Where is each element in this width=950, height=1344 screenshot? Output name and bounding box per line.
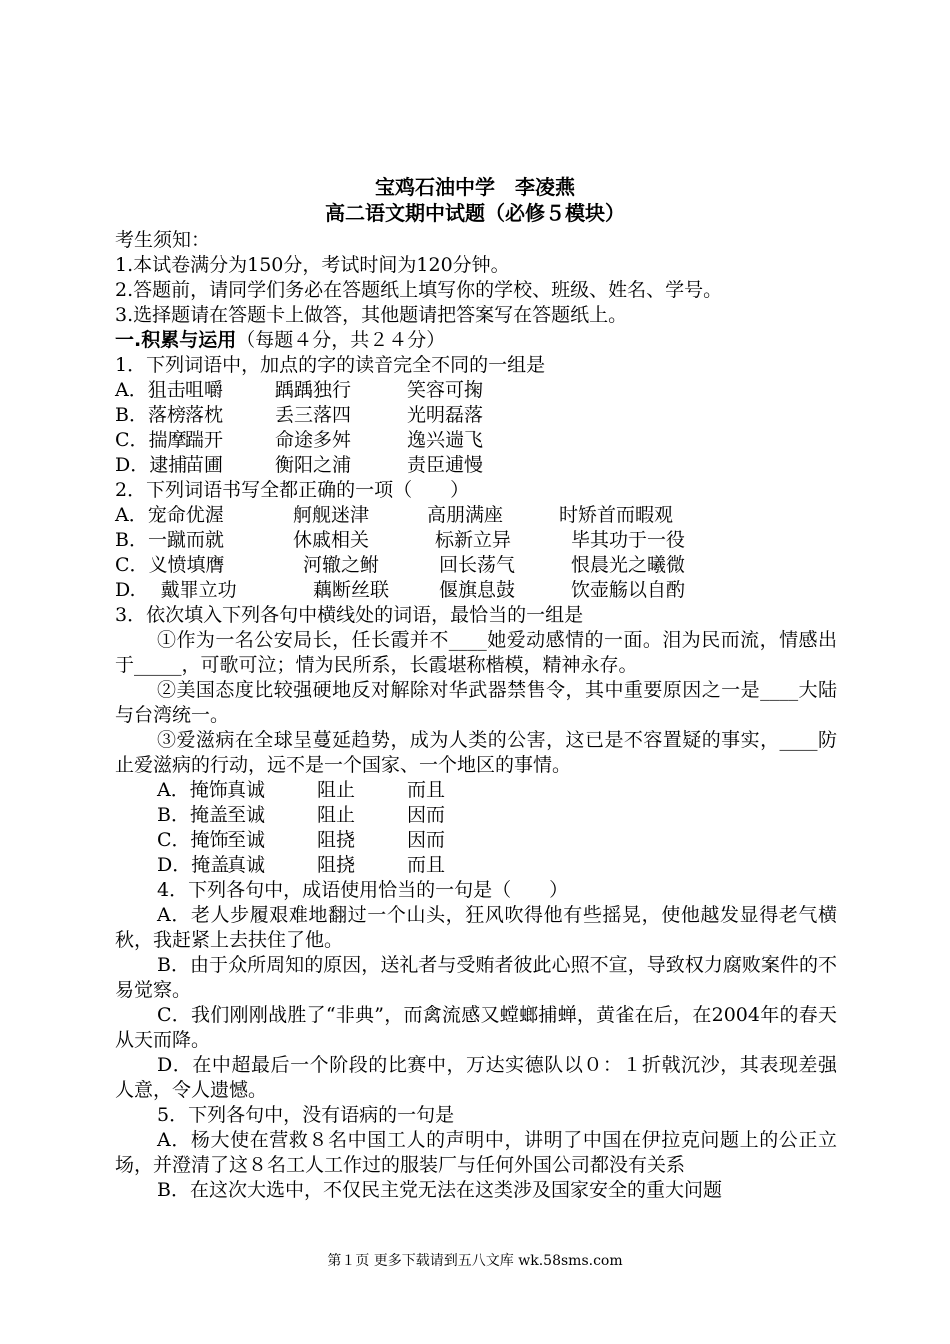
option-word: 时矫首而暇观	[559, 504, 674, 526]
option-word: 因而	[407, 804, 446, 826]
notice-item-3: 3.选择题请在答题卡上做答，其他题请把答案写在答题纸上。	[115, 304, 628, 326]
notice-heading: 考生须知：	[115, 229, 211, 251]
q4-option-b: B．由于众所周知的原因，送礼者与受贿者彼此心照不宣，导致权力腐败案件的不易觉察。	[115, 954, 837, 1001]
school-author-line: 宝鸡石油中学 李凌燕	[375, 175, 575, 199]
option-word: 因而	[407, 829, 446, 851]
q4-stem: 4．下列各句中，成语使用恰当的一句是（ ）	[157, 879, 569, 901]
option-word: B．掩盖	[157, 804, 228, 826]
q4-option-a: A．老人步履艰难地翻过一个山头，狂风吹得他有些摇晃，使他越发显得老气横秋，我赶紧上去扶住了他。	[115, 904, 837, 951]
q5-option-b: B．在这次大选中，不仅民主党无法在这类涉及国家安全的重大问题	[157, 1179, 722, 1201]
q1-option-c	[115, 428, 837, 453]
option-word: D．掩盖	[157, 854, 230, 876]
option-word: 光明磊落	[407, 404, 484, 426]
q2-option-b	[115, 528, 837, 553]
option-word: 逸兴遄飞	[407, 429, 484, 451]
option-word: 真诚	[227, 779, 266, 801]
q5-option-a: A．杨大使在营救８名中国工人的声明中，讲明了中国在伊拉克问题上的公正立场，并澄清了这８名工人工作过的服装厂与任何外国公司都没有关系	[115, 1129, 837, 1176]
option-word: 标新立异	[435, 529, 512, 551]
option-word: 河辙之鲋	[303, 554, 380, 576]
option-word: 丢三落四	[275, 404, 352, 426]
option-word: C．掩饰	[157, 829, 229, 851]
q3-sentence-2: ②美国态度比较强硬地反对解除对华武器禁售令，其中重要原因之一是____大陆与台湾统一。	[115, 679, 837, 726]
option-word: 阻止	[317, 804, 356, 826]
option-word: 而且	[407, 779, 446, 801]
notice-item-2: 2.答题前，请同学们务必在答题纸上填写你的学校、班级、姓名、学号。	[115, 279, 723, 301]
option-word: C．揣摩	[115, 429, 187, 451]
q3-sentence-3: ③爱滋病在全球呈蔓延趋势，成为人类的公害，这已是不容置疑的事实，____防止爱滋病的行动，远不是一个国家、一个地区的事情。	[115, 729, 837, 776]
option-word: C．义愤填膺	[115, 554, 225, 576]
option-word: 至诚	[227, 804, 266, 826]
q4-option-d: D．在中超最后一个阶段的比赛中，万达实德队以０：１折戟沉沙，其表现差强人意，令人遗憾。	[115, 1054, 837, 1101]
option-word: 笑容可掬	[407, 379, 484, 401]
option-word: 落枕	[185, 404, 224, 426]
exam-body	[115, 228, 837, 1203]
option-word: 衡阳之浦	[275, 454, 352, 476]
option-word: 毕其功于一役	[571, 529, 686, 551]
q3-option-a	[115, 778, 837, 803]
option-word: 真诚	[227, 854, 266, 876]
option-word: 休戚相关	[293, 529, 370, 551]
option-word: 踹开	[185, 429, 224, 451]
option-word: D. 戴罪立功	[115, 579, 237, 601]
q1-option-b	[115, 403, 837, 428]
option-word: 阻挠	[317, 854, 356, 876]
option-word: 命途多舛	[275, 429, 352, 451]
q3-option-d	[115, 853, 837, 878]
q2-option-a	[115, 503, 837, 528]
q3-option-c	[115, 828, 837, 853]
option-word: 而且	[407, 854, 446, 876]
option-word: D．逮捕	[115, 454, 188, 476]
q2-option-c	[115, 553, 837, 578]
q1-option-a	[115, 378, 837, 403]
option-word: 咀嚼	[185, 379, 224, 401]
option-word: B．一蹴而就	[115, 529, 224, 551]
option-word: 舸舰迷津	[293, 504, 370, 526]
option-word: 阻止	[317, 779, 356, 801]
option-word: 苗圃	[185, 454, 224, 476]
q5-stem: 5．下列各句中，没有语病的一句是	[157, 1104, 455, 1126]
option-word: 责臣逋慢	[407, 454, 484, 476]
q3-sentence-1: ①作为一名公安局长，任长霞并不____她爱动感情的一面。泪为民而流，情感出于_____，可歌可泣；情为民所系，长霞堪称楷模，精神永存。	[115, 629, 837, 676]
option-word: 藕断丝联	[313, 579, 390, 601]
q3-option-b	[115, 803, 837, 828]
option-word: 踽踽独行	[275, 379, 352, 401]
q2-option-d	[115, 578, 837, 603]
section-title: 一.积累与运用	[115, 329, 237, 351]
q4-option-c: C．我们刚刚战胜了“非典”，而禽流感又螳螂捕蝉，黄雀在后，在2004年的春天从天而降。	[115, 1004, 837, 1051]
exam-title: 高二语文期中试题（必修５模块）	[325, 201, 625, 225]
option-word: 回长荡气	[439, 554, 516, 576]
option-word: A．狙击	[115, 379, 186, 401]
option-word: 高朋满座	[427, 504, 504, 526]
q2-stem: 2．下列词语书写全都正确的一项（ ）	[115, 479, 470, 501]
option-word: 恨晨光之曦微	[571, 554, 686, 576]
option-word: 阻挠	[317, 829, 356, 851]
q3-stem: 3．依次填入下列各句中横线处的词语，最恰当的一组是	[115, 604, 584, 626]
option-word: A．掩饰	[157, 779, 228, 801]
notice-item-1: 1.本试卷满分为150分，考试时间为120分钟。	[115, 254, 510, 276]
option-word: A．宠命优渥	[115, 504, 224, 526]
page-footer: 第１页 更多下载请到五八文库 wk.58sms.com	[327, 1253, 623, 1269]
q1-option-d	[115, 453, 837, 478]
section-note: （每题４分，共２４分）	[236, 329, 446, 351]
option-word: 饮壶觞以自酌	[571, 579, 686, 601]
section-heading	[115, 328, 837, 353]
option-word: 至诚	[227, 829, 266, 851]
option-word: 偃旗息鼓	[439, 579, 516, 601]
option-word: B．落榜	[115, 404, 186, 426]
q1-stem: 1．下列词语中，加点的字的读音完全不同的一组是	[115, 354, 546, 376]
